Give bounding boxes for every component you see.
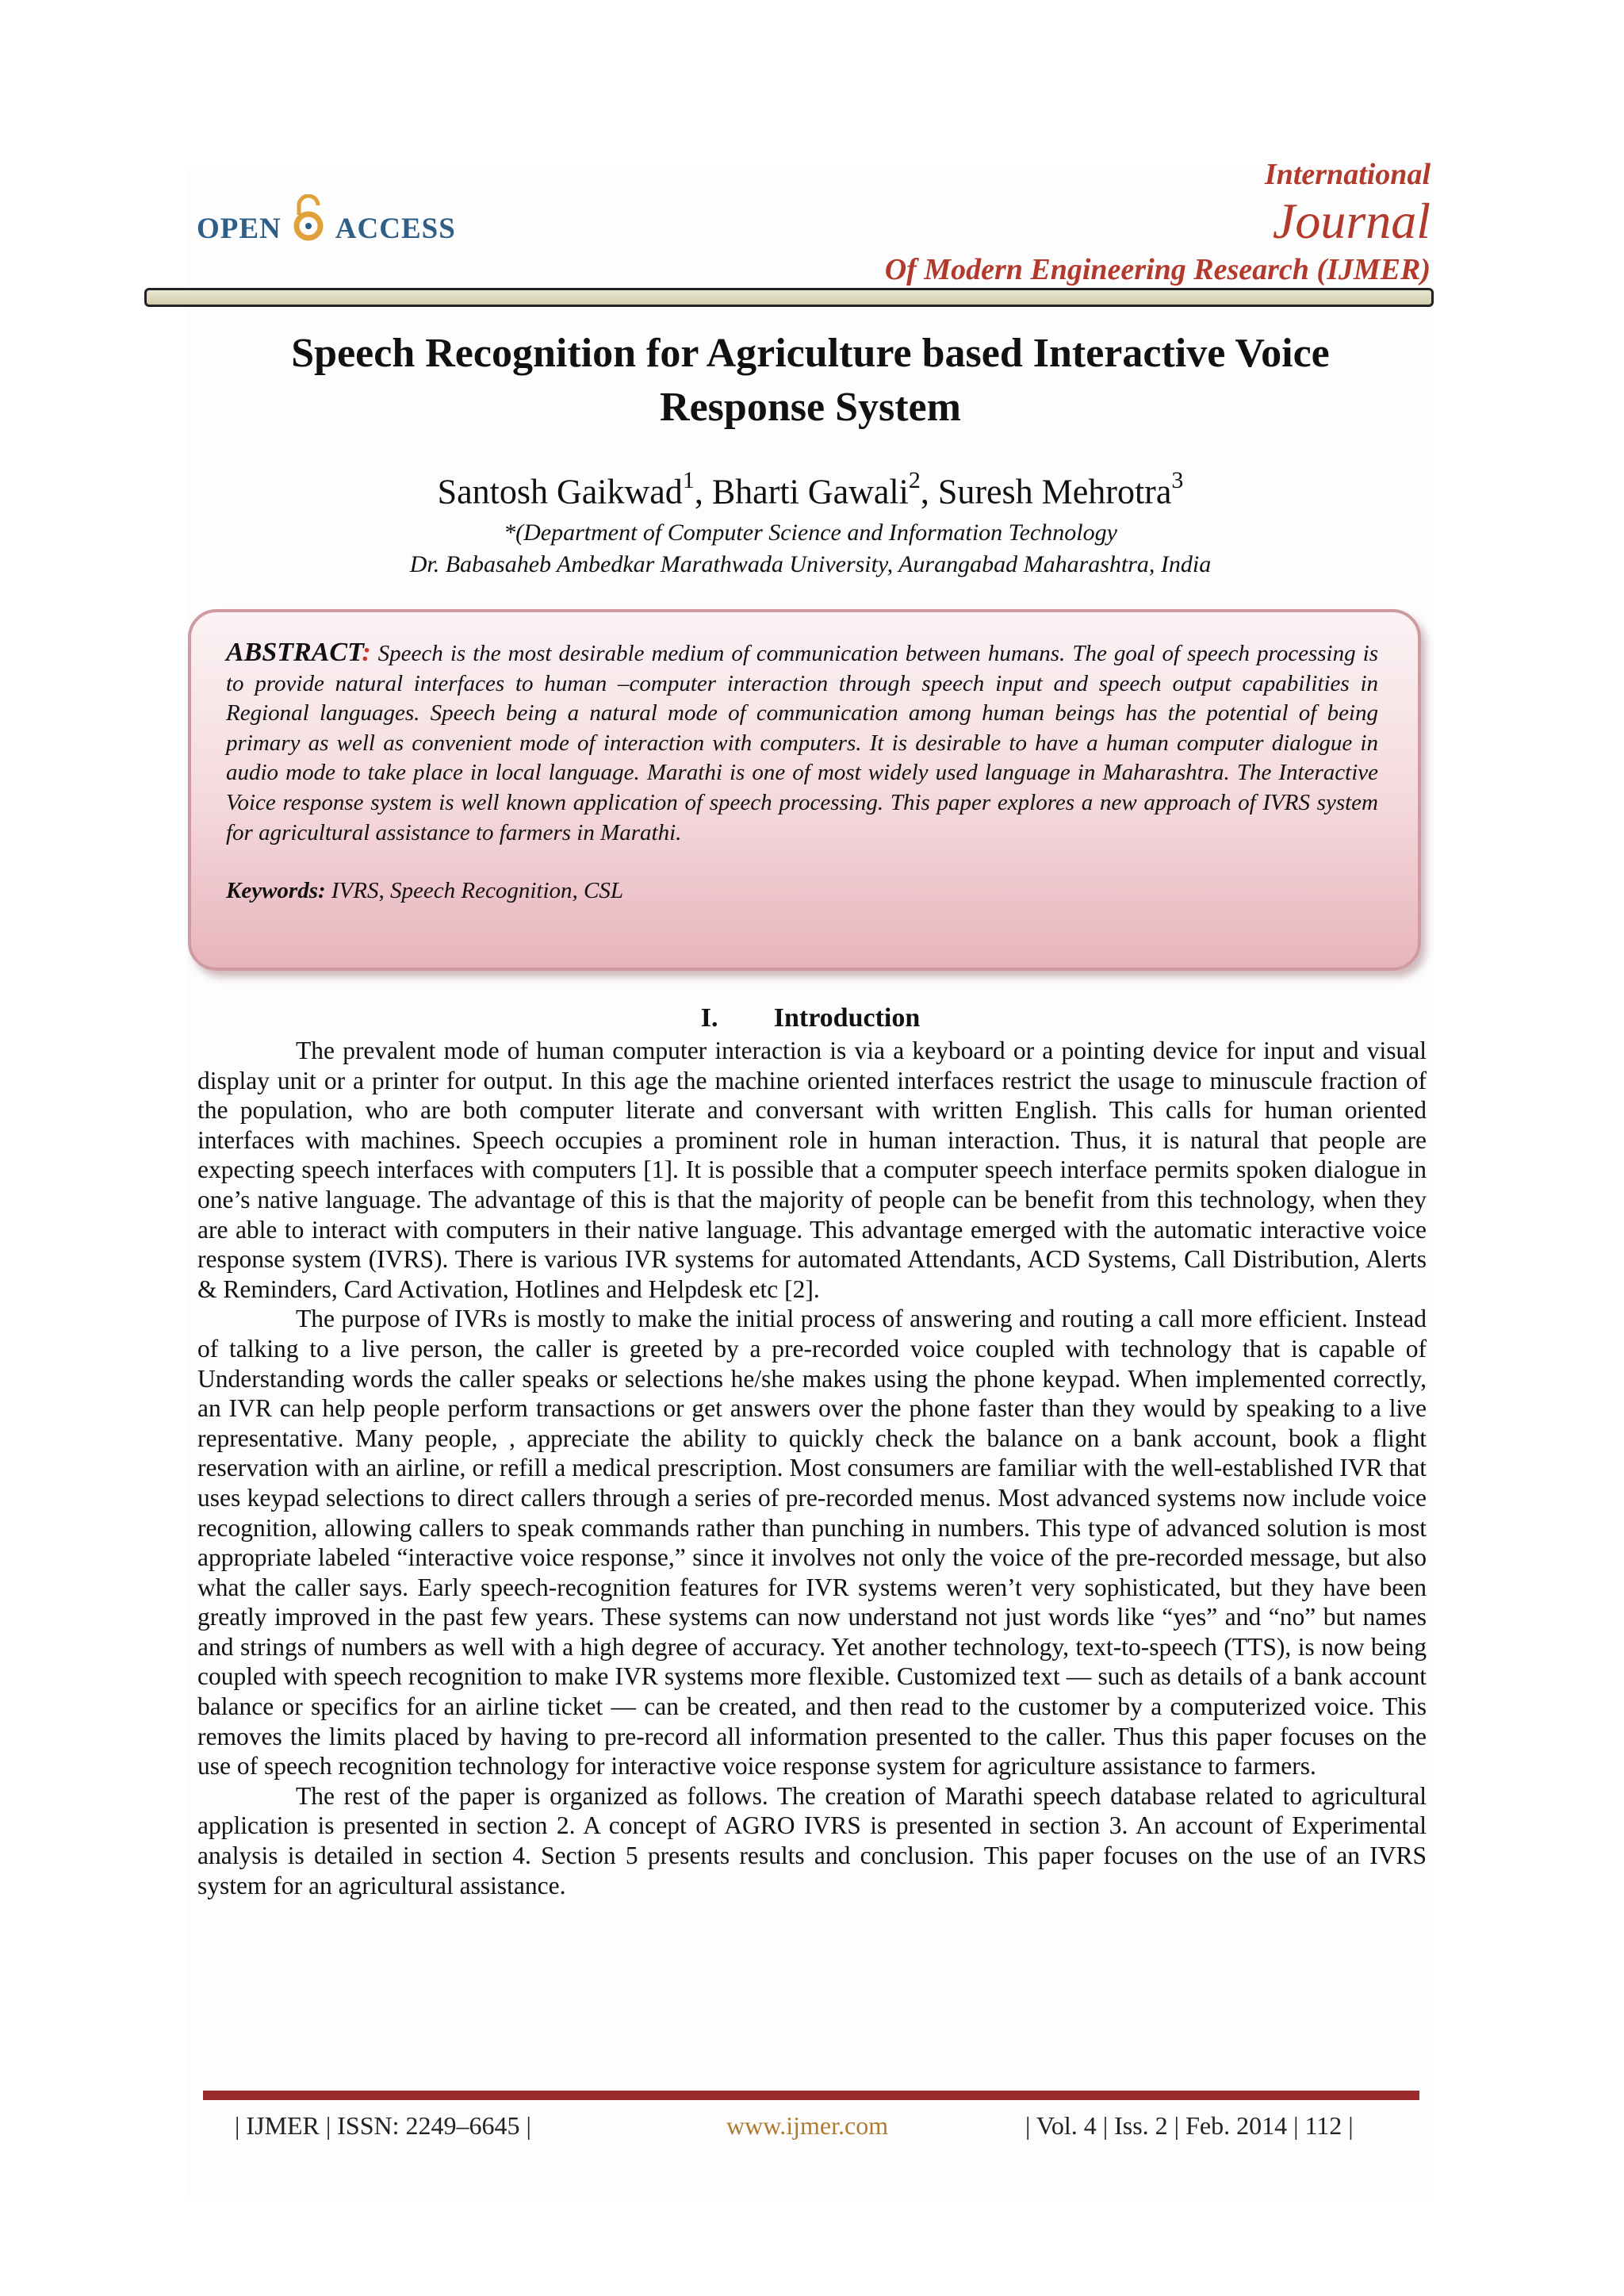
body-paragraph: The rest of the paper is organized as follows. The creation of Marathi speech database related to agricultural application is presented in section 2. A concept of AGRO IVRS is presented in section 3. An account of Experimental analysis is detailed in section 4. Section 5 presents results and conclusion. This paper focuses on the use of an IVRS system for an agricultural assistance. [197,1781,1427,1899]
author-name: Suresh Mehrotra [937,472,1172,512]
open-access-access-text: ACCESS [335,212,456,245]
footer-issn: | IJMER | ISSN: 2249–6645 | [235,2111,531,2140]
open-access-lock-icon [293,194,324,247]
abstract-colon: : [362,638,371,667]
author-separator: , [694,472,712,512]
journal-name [885,155,1431,289]
footer-volume-info: | Vol. 4 | Iss. 2 | Feb. 2014 | 112 | [1025,2111,1354,2140]
introduction-body [197,1036,1427,1900]
abstract-paragraph [226,638,1378,848]
abstract-box [188,609,1421,971]
body-paragraph: The prevalent mode of human computer interaction is via a keyboard or a pointing device for input and visual display unit or a printer for output. In this age the machine oriented interfaces restrict the usage to minuscule fraction of the population, who are both computer literate and conversant with written English. This calls for human oriented interfaces with machines. Speech occupies a prominent role in human interaction. Thus, it is natural that people are expecting speech interfaces with computers [1]. It is possible that a computer speech interface permits spoken dialogue in one’s native language. The advantage of this is that the majority of people can be benefit from this technology, when they are able to interact with computers in their native language. This advantage emerged with the automatic interactive voice response system (IVRS). There is various IVR systems for automated Attendants, ACD Systems, Call Distribution, Alerts & Reminders, Card Activation, Hotlines and Helpdesk etc [2]. [197,1037,1427,1303]
author-name: Bharti Gawali [711,472,909,512]
journal-line-international: International [1264,158,1431,191]
abstract-text: Speech is the most desirable medium of communication between humans. The goal of speech processing is to provide natural interfaces to human –computer interaction through speech input and speech output capabilities in Regional languages. Speech being a natural mode of communication among human beings has the potential of being primary as well as convenient mode of interaction with computers. It is desirable to have a human computer dialogue in audio mode to take place in local language. Marathi is one of most widely used language in Maharashtra. The Interactive Voice response system is well known application of speech processing. This paper explores a new approach of IVRS system for agricultural assistance to farmers in Marathi. [226,641,1378,845]
affiliation [187,517,1434,581]
header-divider-bar [144,288,1434,307]
open-access-open-text: OPEN [197,212,282,245]
affiliation-line-2: Dr. Babasaheb Ambedkar Marathwada University, Aurangabad Maharashtra, India [409,551,1212,577]
section-title: Introduction [773,1003,921,1033]
section-heading-introduction [187,1001,1434,1036]
keywords-text: IVRS, Speech Recognition, CSL [325,878,623,904]
author-superscript: 2 [908,467,921,493]
paper-title-line-1: Speech Recognition for Agriculture based Interactive Voice [291,331,1330,376]
author-list [187,460,1434,516]
body-paragraph: The purpose of IVRs is mostly to make the initial process of answering and routing a call more efficient. Instead of talking to a live person, the caller is greeted by a pre-recorded voice coupled with technology that is capable of Understanding words the caller speaks or selections he/she makes using the phone keypad. When implemented correctly, an IVR can help people perform transactions or get answers over the phone faster than they would by speaking to a live representative. Many people, , appreciate the ability to quickly check the balance on a bank account, book a flight reservation with an airline, or refill a medical prescription. Most consumers are familiar with the well-established IVR that uses keypad selections to direct callers through a series of pre-recorded menus. Most advanced systems now include voice recognition, allowing callers to speak commands rather than punching in numbers. This type of advanced solution is most appropriate labeled “interactive voice response,” since it involves not only the voice of the pre-recorded message, but also what the caller says. Early speech-recognition features for IVR systems weren’t very sophisticated, but they have been greatly improved in the past few years. These systems can now understand not just words like “yes” and “no” but names and strings of numbers as well with a high degree of accuracy. Yet another technology, text-to-speech (TTS), is now being coupled with speech recognition to make IVR systems more flexible. Customized text — such as details of a bank account balance or specifics for an airline ticket — can be created, and then read to the customer by a computerized voice. This removes the limits placed by having to pre-record all information presented to the caller. Thus this paper focuses on the use of speech recognition technology for interactive voice response system for agriculture assistance to farmers. [197,1305,1427,1780]
journal-line-journal: Journal [1272,193,1431,249]
section-number: I. [700,1003,718,1033]
author-name: Santosh Gaikwad [437,472,683,512]
keywords [226,876,1378,907]
footer-divider-bar [203,2091,1419,2100]
affiliation-line-1: *(Department of Computer Science and Information Technology [504,519,1117,546]
author-superscript: 1 [682,467,695,493]
journal-line-ijmer: Of Modern Engineering Research (IJMER) [884,253,1431,286]
paper-title-line-2: Response System [660,385,961,430]
paper-title [187,327,1434,435]
author-separator: , [920,472,938,512]
footer-website-link[interactable]: www.ijmer.com [726,2111,889,2140]
author-superscript: 3 [1171,467,1184,493]
open-access-logo [197,197,456,260]
keywords-label: Keywords: [226,878,326,904]
abstract-label: ABSTRACT [226,638,362,667]
